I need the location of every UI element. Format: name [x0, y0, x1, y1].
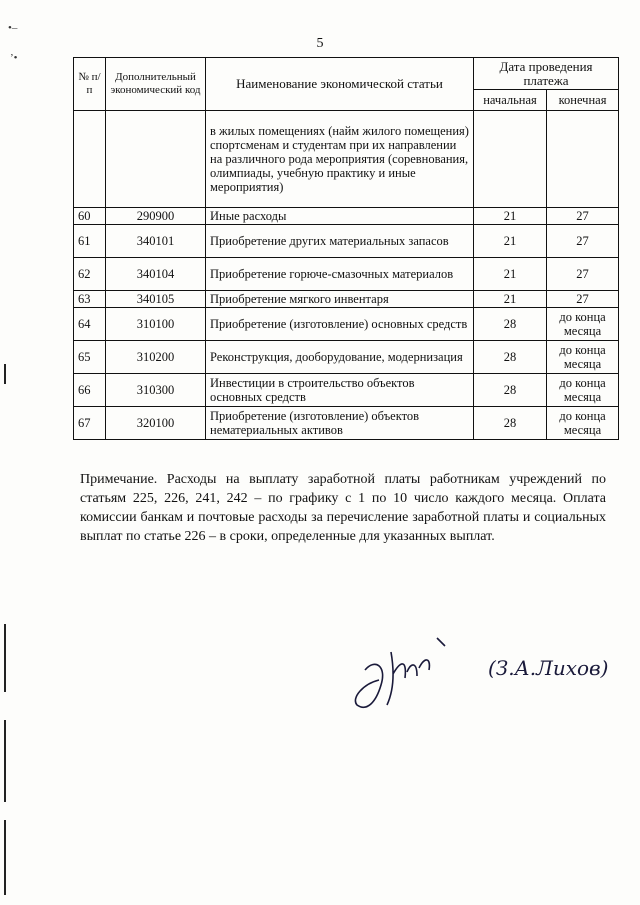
row-name: Реконструкция, дооборудование, модернизация — [206, 341, 474, 374]
row-num: 60 — [74, 208, 106, 225]
row-num: 66 — [74, 374, 106, 407]
economic-articles-table — [73, 57, 619, 440]
table-row — [74, 291, 619, 308]
row-name: Приобретение других материальных запасов — [206, 225, 474, 258]
row-code: 340104 — [106, 258, 206, 291]
row-start-date: 28 — [474, 374, 547, 407]
row-start-date: 21 — [474, 258, 547, 291]
row-start-date: 28 — [474, 308, 547, 341]
row-end-date: 27 — [547, 291, 619, 308]
row-code: 340101 — [106, 225, 206, 258]
scan-edge-line — [4, 624, 6, 692]
row-end-date: 27 — [547, 208, 619, 225]
margin-mark: ʼ• — [10, 52, 18, 64]
table-row — [74, 225, 619, 258]
header-name: Наименование экономической статьи — [206, 58, 474, 111]
note-paragraph: Примечание. Расходы на выплату заработной платы работникам учреждений по статьям 225, 226, 241, 242 – по графику с 1 по 10 число каждого месяца. Оплата комиссии банкам и почтовые расходы за перечисление заработной платы и социальных выплат по статье 226 – в сроки, определенные для указанных выплат. — [80, 472, 606, 544]
row-start-date: 28 — [474, 341, 547, 374]
row-num: 62 — [74, 258, 106, 291]
scan-edge-line — [4, 364, 6, 384]
row-name: Приобретение горюче-смазочных материалов — [206, 258, 474, 291]
row-num: 63 — [74, 291, 106, 308]
row-name: Приобретение (изготовление) основных средств — [206, 308, 474, 341]
header-dates: Дата проведения платежа — [474, 58, 619, 90]
table-row — [74, 407, 619, 440]
header-end: конечная — [547, 90, 619, 111]
table-row — [74, 258, 619, 291]
header-code: Дополнительный экономический код — [106, 58, 206, 111]
row-code: 290900 — [106, 208, 206, 225]
row-start-date: 21 — [474, 291, 547, 308]
row-name: Приобретение (изготовление) объектов нематериальных активов — [206, 407, 474, 440]
table-row — [74, 341, 619, 374]
row-end-date: 27 — [547, 225, 619, 258]
row-code: 310100 — [106, 308, 206, 341]
continuation-cell: в жилых помещениях (найм жилого помещения) спортсменам и студентам при их направлении на различного рода мероприятия (соревнования, олимпиады, учебную практику и иные мероприятия) — [206, 111, 474, 208]
margin-mark: •– — [8, 22, 18, 34]
signature-scribble — [355, 638, 445, 707]
row-name: Приобретение мягкого инвентаря — [206, 291, 474, 308]
row-start-date: 28 — [474, 407, 547, 440]
row-end-date: до конца месяца — [547, 341, 619, 374]
row-num: 67 — [74, 407, 106, 440]
row-code: 310200 — [106, 341, 206, 374]
row-name: Инвестиции в строительство объектов основных средств — [206, 374, 474, 407]
row-end-date: до конца месяца — [547, 374, 619, 407]
signature-name: (З.А.Лихов) — [488, 656, 609, 680]
signature — [345, 630, 615, 720]
scan-edge-line — [4, 720, 6, 802]
row-num: 61 — [74, 225, 106, 258]
row-num: 64 — [74, 308, 106, 341]
row-end-date: до конца месяца — [547, 308, 619, 341]
table-row — [74, 374, 619, 407]
page-number: 5 — [316, 36, 324, 51]
row-code: 320100 — [106, 407, 206, 440]
row-end-date: 27 — [547, 258, 619, 291]
scan-edge-line — [4, 820, 6, 895]
row-name: Иные расходы — [206, 208, 474, 225]
row-code: 340105 — [106, 291, 206, 308]
row-start-date: 21 — [474, 208, 547, 225]
table-row — [74, 208, 619, 225]
row-num: 65 — [74, 341, 106, 374]
row-end-date: до конца месяца — [547, 407, 619, 440]
header-start: начальная — [474, 90, 547, 111]
table-row — [74, 308, 619, 341]
table-row-continuation — [74, 111, 619, 208]
row-start-date: 21 — [474, 225, 547, 258]
row-code: 310300 — [106, 374, 206, 407]
header-num: № п/п — [74, 58, 106, 111]
